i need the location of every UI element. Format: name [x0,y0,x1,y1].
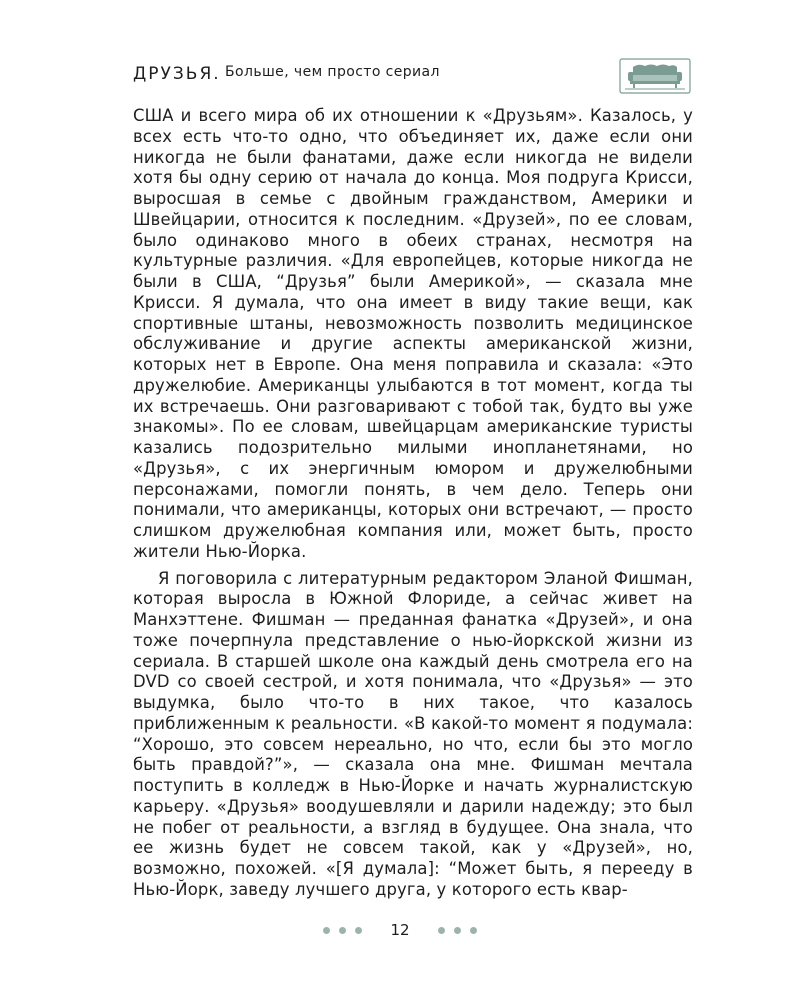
running-header [133,58,693,98]
decorative-dots-left [323,927,362,934]
page-footer [0,918,800,942]
dot-icon [470,927,477,934]
decorative-dots-right [438,927,477,934]
paragraph: Я поговорила с литературным редактором Эланой Фишман, которая выросла в Южной Флориде, а сейчас живет на Манхэттене. Фишман — преданная фанатка «Друзей», и она тоже почерпнула представление о нью-йоркской жизни из сериала. В старшей школе она каждый день смотрела его на DVD со своей сестрой, и хотя понимала, что «Друзья» — это выдумка, было что-то в них такое, что казалось приближенным к реальности. «В какой-то момент я подумала: “Хорошо, это совсем нереально, но что, если бы это могло быть правдой?”», — сказала она мне. Фишман мечтала поступить в колледж в Нью-Йорке и начать журналистскую карьеру. «Друзья» воодушевляли и дарили надежду; это был не побег от реальности, а взгляд в будущее. Она знала, что ее жизнь будет не совсем такой, как у «Друзей», но, возможно, похожей. «[Я думала]: “Может быть, я перееду в Нью-Йорк, заведу лучшего друга, у которого есть квар- [133,568,693,899]
dot-icon [454,927,461,934]
dot-icon [339,927,346,934]
dot-icon [323,927,330,934]
book-subtitle: Больше, чем просто сериал [225,64,440,80]
page-number: 12 [390,921,410,939]
dot-icon [355,927,362,934]
dot-icon [438,927,445,934]
body-text [133,106,693,901]
book-brand-title: ДРУЗЬЯ. [133,64,221,84]
sofa-icon [619,58,691,94]
paragraph: США и всего мира об их отношении к «Друзьям». Казалось, у всех есть что-то одно, что объединяет их, даже если они никогда не были фанатами, даже если никогда не видели хотя бы одну серию от начала до конца. Моя подруга Крисси, выросшая в семье с двойным гражданством, Америки и Швейцарии, относится к последним. «Друзей», по ее словам, было одинаково много в обеих странах, несмотря на культурные различия. «Для европейцев, которые никогда не были в США, “Друзья” были Америкой», — сказала мне Крисси. Я думала, что она имеет в виду такие вещи, как спортивные штаны, невозможность позволить медицинское обслуживание и другие аспекты американской жизни, которых нет в Европе. Она меня поправила и сказала: «Это дружелюбие. Американцы улыбаются в тот момент, когда ты их встречаешь. Они разговаривают с тобой так, будто вы уже знакомы». По ее словам, швейцарцам американские туристы казались подозрительно милыми инопланетянами, но «Друзья», с их энергичным юмором и дружелюбными персонажами, помогли понять, в чем дело. Теперь они понимали, что американцы, которых они встречают, — просто слишком дружелюбная компания или, может быть, просто жители Нью-Йорка. [133,106,693,561]
